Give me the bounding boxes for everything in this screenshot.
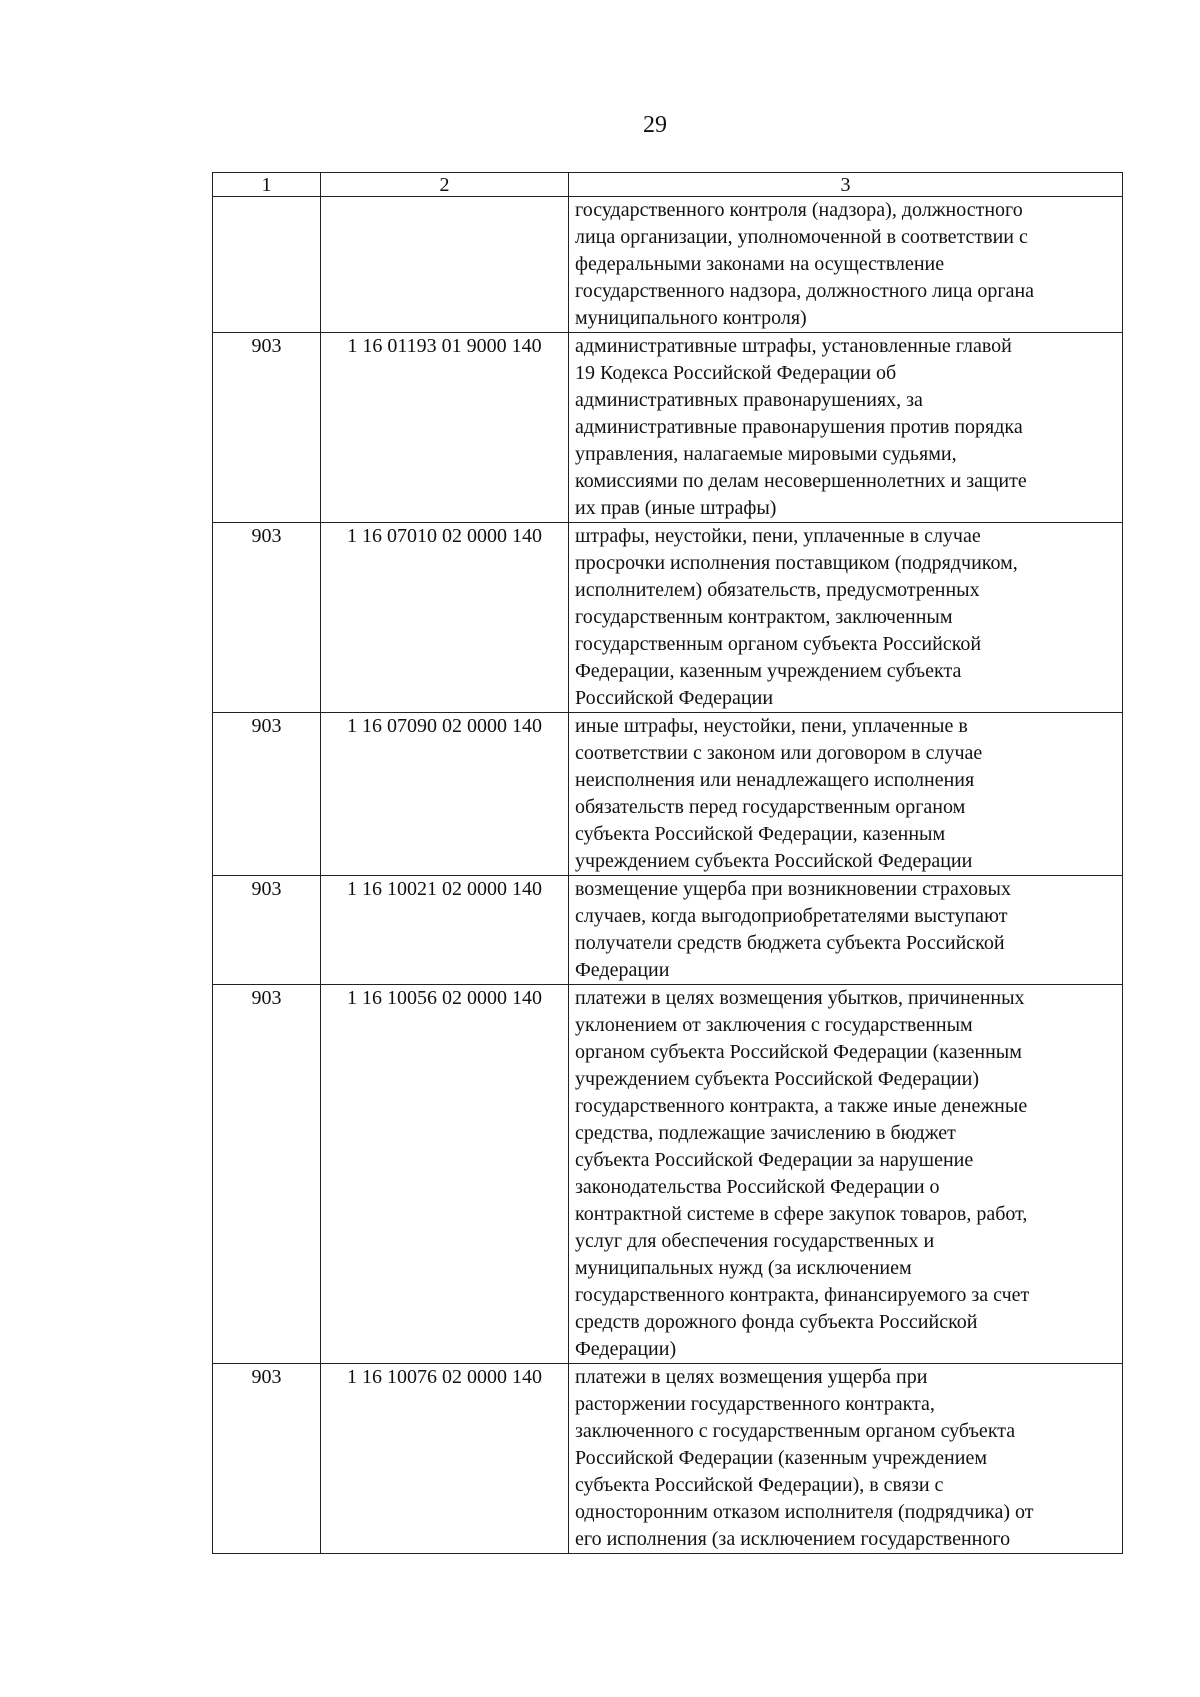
description-line: возмещение ущерба при возникновении страховых bbox=[575, 878, 1011, 900]
page-number: 29 bbox=[643, 112, 667, 138]
description-line: муниципального контроля) bbox=[575, 307, 807, 329]
admin-code-cell: 903 bbox=[213, 333, 321, 523]
description-line: платежи в целях возмещения ущерба при bbox=[575, 1366, 928, 1388]
admin-code-cell: 903 bbox=[213, 713, 321, 876]
table-header-row bbox=[213, 173, 1123, 197]
table-row bbox=[213, 713, 1123, 876]
table-row bbox=[213, 1364, 1123, 1554]
description-line: государственного надзора, должностного лица органа bbox=[575, 280, 1035, 302]
description-line: получатели средств бюджета субъекта Российской bbox=[575, 932, 1005, 954]
budget-code-cell: 1 16 07090 02 0000 140 bbox=[321, 713, 569, 876]
description-line: платежи в целях возмещения убытков, причиненных bbox=[575, 987, 1025, 1009]
description-line: государственного контроля (надзора), должностного bbox=[575, 199, 1023, 221]
description-line: административных правонарушениях, за bbox=[575, 389, 923, 411]
budget-code-cell: 1 16 10056 02 0000 140 bbox=[321, 985, 569, 1364]
description-cell bbox=[569, 523, 1123, 713]
description-line: заключенного с государственным органом субъекта bbox=[575, 1420, 1016, 1442]
description-line: средства, подлежащие зачислению в бюджет bbox=[575, 1122, 956, 1144]
column-header-3: 3 bbox=[569, 173, 1123, 197]
description-line: обязательств перед государственным органом bbox=[575, 796, 966, 818]
description-line: средств дорожного фонда субъекта Российской bbox=[575, 1311, 978, 1333]
table-row bbox=[213, 333, 1123, 523]
admin-code-cell bbox=[213, 197, 321, 333]
description-line: Российской Федерации (казенным учреждением bbox=[575, 1447, 987, 1469]
admin-code-cell: 903 bbox=[213, 876, 321, 985]
admin-code-cell: 903 bbox=[213, 523, 321, 713]
description-line: услуг для обеспечения государственных и bbox=[575, 1230, 935, 1252]
description-line: субъекта Российской Федерации), в связи с bbox=[575, 1474, 944, 1496]
description-line: Федерации) bbox=[575, 1338, 677, 1360]
table-row bbox=[213, 985, 1123, 1364]
description-line: исполнителем) обязательств, предусмотренных bbox=[575, 579, 980, 601]
description-line: административные штрафы, установленные главой bbox=[575, 335, 1012, 357]
description-line: государственного контракта, а также иные денежные bbox=[575, 1095, 1028, 1117]
description-line: контрактной системе в сфере закупок товаров, работ, bbox=[575, 1203, 1028, 1225]
description-line: соответствии с законом или договором в случае bbox=[575, 742, 983, 764]
description-line: просрочки исполнения поставщиком (подрядчиком, bbox=[575, 552, 1018, 574]
description-line: Российской Федерации bbox=[575, 687, 774, 709]
description-line: государственным органом субъекта Российской bbox=[575, 633, 982, 655]
table-row bbox=[213, 197, 1123, 333]
description-line: муниципальных нужд (за исключением bbox=[575, 1257, 912, 1279]
budget-revenue-table bbox=[212, 172, 1123, 1554]
budget-code-cell: 1 16 10076 02 0000 140 bbox=[321, 1364, 569, 1554]
description-cell bbox=[569, 985, 1123, 1364]
column-header-1: 1 bbox=[213, 173, 321, 197]
description-line: учреждением субъекта Российской Федерации) bbox=[575, 1068, 979, 1090]
description-line: их прав (иные штрафы) bbox=[575, 497, 777, 519]
description-line: 19 Кодекса Российской Федерации об bbox=[575, 362, 897, 384]
description-line: уклонением от заключения с государственным bbox=[575, 1014, 973, 1036]
description-line: государственным контрактом, заключенным bbox=[575, 606, 953, 628]
admin-code-cell: 903 bbox=[213, 1364, 321, 1554]
description-line: субъекта Российской Федерации, казенным bbox=[575, 823, 946, 845]
description-line: учреждением субъекта Российской Федерации bbox=[575, 850, 973, 872]
description-cell bbox=[569, 333, 1123, 523]
description-line: органом субъекта Российской Федерации (казенным bbox=[575, 1041, 1022, 1063]
description-line: расторжении государственного контракта, bbox=[575, 1393, 935, 1415]
description-line: Федерации, казенным учреждением субъекта bbox=[575, 660, 962, 682]
description-cell bbox=[569, 197, 1123, 333]
description-line: иные штрафы, неустойки, пени, уплаченные в bbox=[575, 715, 968, 737]
description-line: комиссиями по делам несовершеннолетних и защите bbox=[575, 470, 1027, 492]
budget-code-cell: 1 16 10021 02 0000 140 bbox=[321, 876, 569, 985]
description-line: штрафы, неустойки, пени, уплаченные в случае bbox=[575, 525, 981, 547]
budget-code-cell bbox=[321, 197, 569, 333]
description-line: его исполнения (за исключением государственного bbox=[575, 1528, 1011, 1550]
description-line: субъекта Российской Федерации за нарушение bbox=[575, 1149, 974, 1171]
description-line: государственного контракта, финансируемого за счет bbox=[575, 1284, 1030, 1306]
table-body bbox=[213, 197, 1123, 1554]
description-line: неисполнения или ненадлежащего исполнения bbox=[575, 769, 975, 791]
description-line: случаев, когда выгодоприобретателями выступают bbox=[575, 905, 1008, 927]
table-row bbox=[213, 876, 1123, 985]
description-cell bbox=[569, 713, 1123, 876]
description-line: законодательства Российской Федерации о bbox=[575, 1176, 940, 1198]
description-line: административные правонарушения против порядка bbox=[575, 416, 1023, 438]
admin-code-cell: 903 bbox=[213, 985, 321, 1364]
description-line: федеральными законами на осуществление bbox=[575, 253, 945, 275]
column-header-2: 2 bbox=[321, 173, 569, 197]
description-cell bbox=[569, 876, 1123, 985]
table-row bbox=[213, 523, 1123, 713]
description-line: управления, налагаемые мировыми судьями, bbox=[575, 443, 957, 465]
budget-code-cell: 1 16 01193 01 9000 140 bbox=[321, 333, 569, 523]
description-line: лица организации, уполномоченной в соответствии с bbox=[575, 226, 1028, 248]
description-line: односторонним отказом исполнителя (подрядчика) от bbox=[575, 1501, 1034, 1523]
description-line: Федерации bbox=[575, 959, 670, 981]
budget-code-cell: 1 16 07010 02 0000 140 bbox=[321, 523, 569, 713]
description-cell bbox=[569, 1364, 1123, 1554]
